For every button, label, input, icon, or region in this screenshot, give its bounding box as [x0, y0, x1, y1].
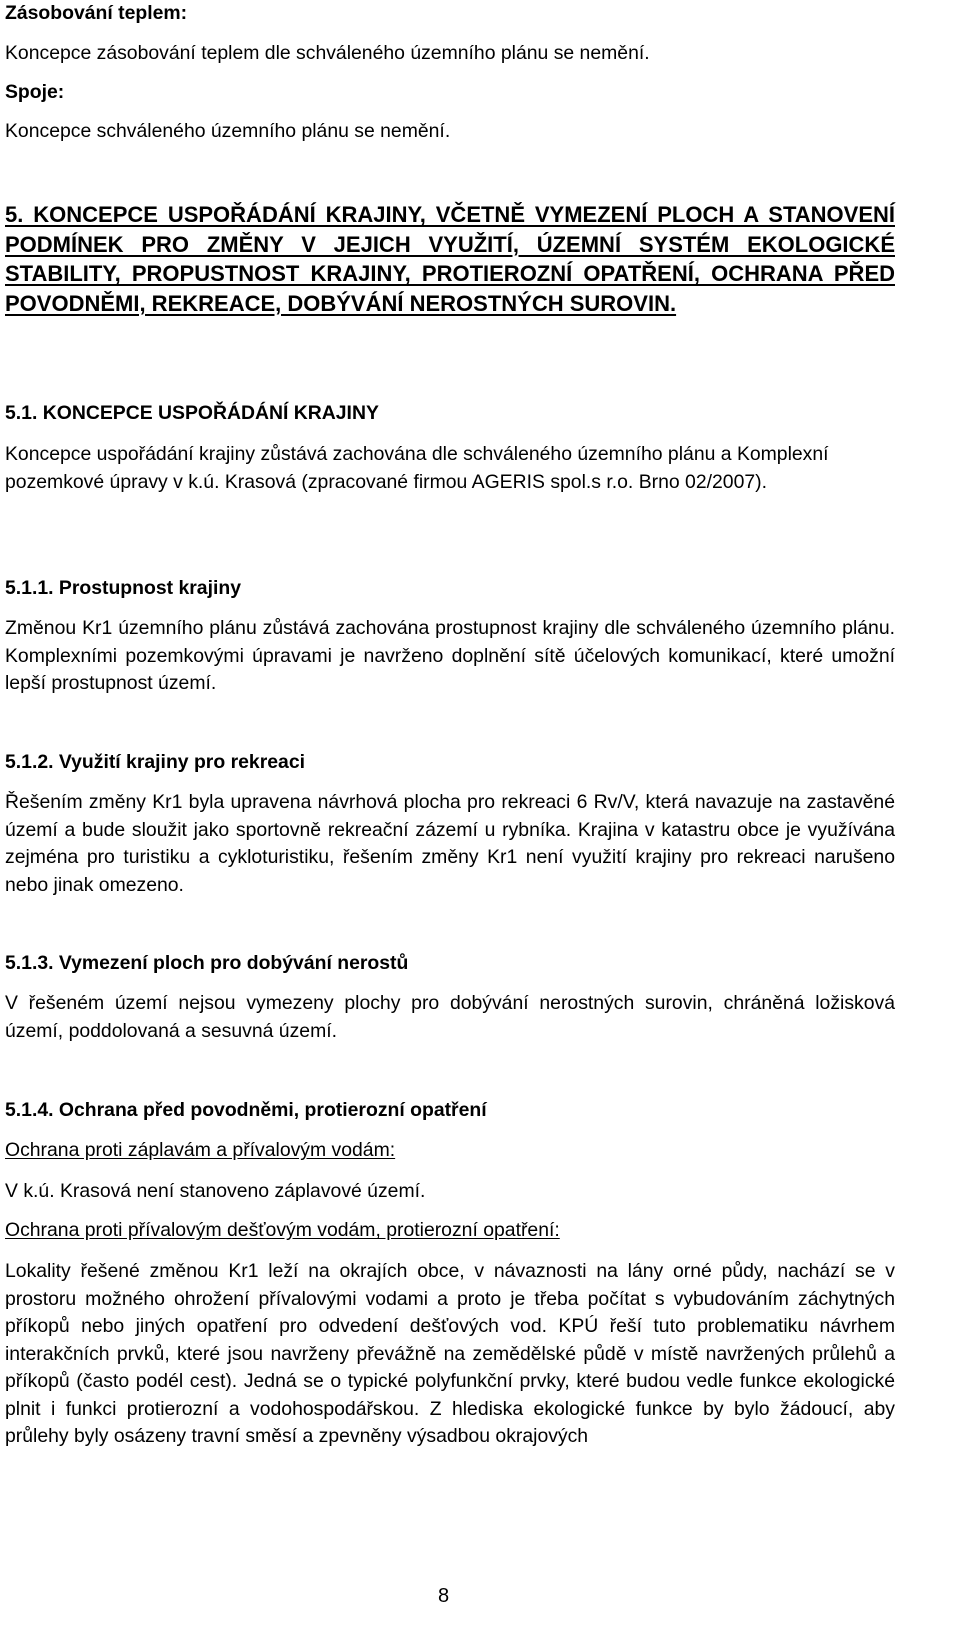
- connections-text: Koncepce schváleného územního plánu se nemění.: [5, 120, 451, 142]
- section-5-1-2-heading: 5.1.2. Využití krajiny pro rekreaci: [5, 751, 305, 773]
- flood-protection-text: V k.ú. Krasová není stanoveno záplavové území.: [5, 1180, 426, 1202]
- heating-text: Koncepce zásobování teplem dle schváleného územního plánu se nemění.: [5, 42, 650, 64]
- section-5-1-1-text: Změnou Kr1 územního plánu zůstává zachována prostupnost krajiny dle schváleného územního plánu. Komplexními pozemkovými úpravami je navrženo doplnění sítě účelových komunikací, které umožní lepší prostupnost území.: [5, 617, 895, 694]
- section-5-1-heading: 5.1. KONCEPCE USPOŘÁDÁNÍ KRAJINY: [5, 402, 379, 424]
- section-5-1-text: Koncepce uspořádání krajiny zůstává zachována dle schváleného územního plánu a Komplexní pozemkové úpravy v k.ú. Krasová (zpracované firmou AGERIS spol.s r.o. Brno 02/2007).: [5, 443, 829, 493]
- heating-heading: Zásobování teplem:: [5, 2, 188, 24]
- section-5-1-3-heading: 5.1.3. Vymezení ploch pro dobývání nerostů: [5, 952, 409, 974]
- runoff-protection-text: Lokality řešené změnou Kr1 leží na okrajích obce, v návaznosti na lány orné půdy, nachází se v prostoru možného ohrožení přívalovými vodami a proto je třeba počítat s vybudováním záchytných příkopů nebo jiných opatření pro odvedení dešťových vod. KPÚ řeší tuto problematiku návrhem interakčních prvků, které jsou navrženy převážně na zemědělské půdě v místě navržených průlehů a příkopů (často podél cest). Jedná se o typické polyfunkční prvky, které budou vedle funkce ekologické plnit i funkci protierozní a vodohospodářskou. Z hlediska ekologické funkce by bylo žádoucí, aby průlehy byly osázeny travní směsí a zpevněny výsadbou okrajových: [5, 1260, 895, 1447]
- connections-heading: Spoje:: [5, 81, 65, 103]
- page-number: 8: [438, 1585, 450, 1607]
- chapter-title: 5. KONCEPCE USPOŘÁDÁNÍ KRAJINY, VČETNĚ VYMEZENÍ PLOCH A STANOVENÍ PODMÍNEK PRO ZMĚNY V JEJICH VYUŽITÍ, ÚZEMNÍ SYSTÉM EKOLOGICKÉ STABILITY, PROPUSTNOST KRAJINY, PROTIEROZNÍ OPATŘENÍ, OCHRANA PŘED POVODNĚMI, REKREACE, DOBÝVÁNÍ NEROSTNÝCH SUROVIN.: [5, 202, 895, 316]
- flood-protection-heading: Ochrana proti záplavám a přívalovým vodám:: [5, 1139, 396, 1161]
- section-5-1-3-text: V řešeném území nejsou vymezeny plochy pro dobývání nerostných surovin, chráněná ložisková území, poddolovaná a sesuvná území.: [5, 992, 895, 1042]
- section-5-1-1-heading: 5.1.1. Prostupnost krajiny: [5, 577, 241, 599]
- runoff-protection-heading: Ochrana proti přívalovým dešťovým vodám, protierozní opatření:: [5, 1219, 560, 1241]
- section-5-1-2-text: Řešením změny Kr1 byla upravena návrhová plocha pro rekreaci 6 Rv/V, která navazuje na zastavěné území a bude sloužit jako sportovně rekreační zázemí u rybníka. Krajina v katastru obce je využívána zejména pro turistiku a cykloturistiku, řešením změny Kr1 není využití krajiny pro rekreaci narušeno nebo jinak omezeno.: [5, 791, 895, 896]
- section-5-1-4-heading: 5.1.4. Ochrana před povodněmi, protierozní opatření: [5, 1099, 487, 1121]
